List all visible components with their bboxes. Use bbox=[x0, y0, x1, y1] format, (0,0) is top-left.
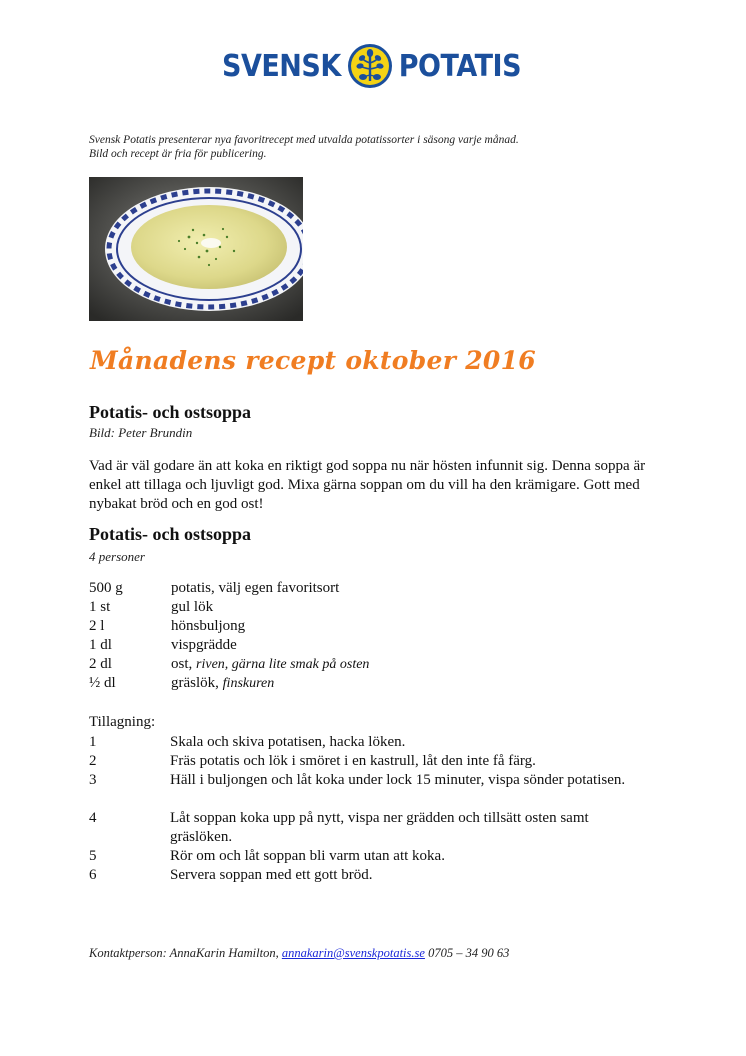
contact-email-link[interactable]: annakarin@svenskpotatis.se bbox=[281, 946, 425, 960]
soup-bowl-image bbox=[89, 177, 303, 321]
step-text: Rör om och låt soppan bli varm utan att koka. bbox=[170, 848, 445, 864]
potato-plant-emblem-icon bbox=[347, 43, 393, 89]
logo-word-potatis: POTATIS bbox=[398, 48, 522, 84]
step-number: 2 bbox=[89, 753, 97, 769]
step-number: 4 bbox=[89, 810, 97, 826]
contact-person: Kontaktperson: AnnaKarin Hamilton, bbox=[89, 946, 282, 960]
ingredient-item: ost, riven, gärna lite smak på osten bbox=[171, 656, 370, 672]
contact-phone: 0705 – 34 90 63 bbox=[424, 946, 510, 960]
ingredient-item: gul lök bbox=[171, 599, 214, 615]
step-number: 1 bbox=[89, 734, 97, 750]
step-number: 6 bbox=[89, 867, 97, 883]
ingredient-item: hönsbuljong bbox=[171, 618, 246, 634]
ingredient-amount: ½ dl bbox=[89, 675, 116, 691]
step-text: Häll i buljongen och låt koka under lock 15 minuter, vispa sönder potatisen. bbox=[170, 772, 626, 788]
monthly-recipe-headline: Månadens recept oktober 2016 bbox=[90, 346, 536, 375]
article-title: Potatis- och ostsoppa bbox=[89, 402, 252, 422]
svensk-potatis-logo bbox=[222, 40, 521, 92]
photo-credit: Bild: Peter Brundin bbox=[89, 425, 193, 440]
article-paragraph: Vad är väl godare än att koka en riktigt god soppa nu när hösten infunnit sig. Denna soppa är enkel att tillaga och ljuvligt god. Mixa gärna soppan om du vill ha den krämigare. Gott med nybakat bröd och en god ost! bbox=[89, 458, 646, 512]
contact-line bbox=[89, 946, 509, 961]
ingredient-item: vispgrädde bbox=[171, 637, 237, 653]
servings: 4 personer bbox=[89, 549, 145, 564]
logo-word-svensk: SVENSK bbox=[222, 48, 341, 84]
intro-line-2: Bild och recept är fria för publicering. bbox=[89, 148, 267, 160]
steps-label: Tillagning: bbox=[89, 714, 156, 730]
ingredient-amount: 1 dl bbox=[89, 637, 112, 653]
recipe-title: Potatis- och ostsoppa bbox=[89, 524, 252, 544]
ingredient-item: potatis, välj egen favoritsort bbox=[171, 580, 340, 596]
intro-text bbox=[89, 133, 519, 161]
ingredient-amount: 1 st bbox=[89, 599, 111, 615]
step-text: Fräs potatis och lök i smöret i en kastrull, låt den inte få färg. bbox=[170, 753, 536, 769]
step-number: 5 bbox=[89, 848, 97, 864]
step-text: Låt soppan koka upp på nytt, vispa ner grädden och tillsätt osten samt gräslöken. bbox=[170, 810, 589, 845]
ingredient-item: gräslök, finskuren bbox=[171, 675, 275, 691]
step-text: Skala och skiva potatisen, hacka löken. bbox=[170, 734, 406, 750]
intro-line-1: Svensk Potatis presenterar nya favoritrecept med utvalda potatissorter i säsong varje månad. bbox=[89, 134, 519, 146]
ingredient-amount: 2 l bbox=[89, 618, 105, 634]
ingredient-amount: 2 dl bbox=[89, 656, 112, 672]
soup-bowl-photo bbox=[89, 177, 303, 321]
ingredient-amount: 500 g bbox=[89, 580, 123, 596]
step-number: 3 bbox=[89, 772, 97, 788]
step-text: Servera soppan med ett gott bröd. bbox=[170, 867, 373, 883]
